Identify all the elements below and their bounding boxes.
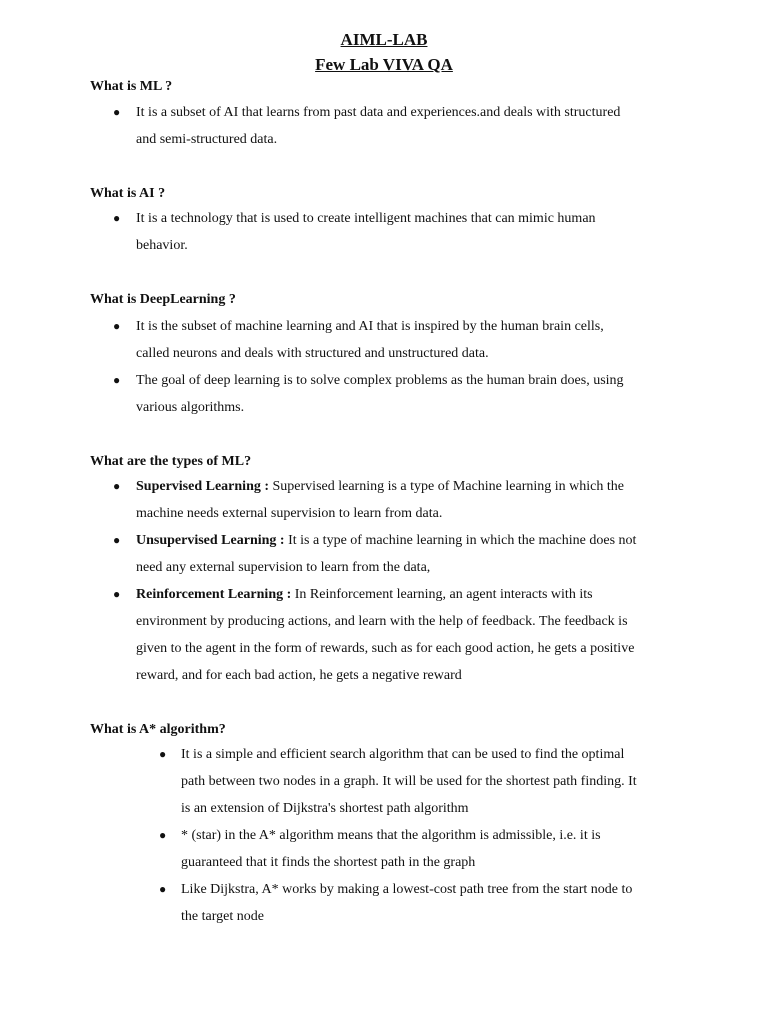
list-item-line: behavior. (136, 238, 188, 253)
term-label: Reinforcement Learning : (136, 587, 292, 602)
list-item-line: It is a type of machine learning in which the machine does not (284, 533, 637, 548)
term-label: Unsupervised Learning : (136, 533, 285, 548)
bullet-icon: ● (113, 319, 121, 333)
bullet-icon: ● (113, 479, 121, 493)
section-heading-a-star: What is A* algorithm? (90, 722, 226, 737)
list-item-supervised (90, 473, 636, 527)
section-list-ai (90, 205, 596, 259)
list-item-line: The goal of deep learning is to solve complex problems as the human brain does, using (136, 373, 624, 388)
list-item-line: path between two nodes in a graph. It will be used for the shortest path finding. It (181, 774, 637, 789)
list-item (90, 99, 620, 153)
section-heading-deep-learning: What is DeepLearning ? (90, 292, 236, 307)
section-list-a-star (90, 741, 637, 930)
section-list-deep-learning (90, 313, 624, 421)
bullet-icon: ● (159, 747, 167, 761)
list-item-line: Like Dijkstra, A* works by making a lowest-cost path tree from the start node to (181, 882, 633, 897)
list-item-reinforcement (90, 581, 636, 689)
term-label: Supervised Learning : (136, 479, 270, 494)
bullet-icon: ● (113, 105, 121, 119)
bullet-icon: ● (113, 587, 121, 601)
list-item-line: It is a subset of AI that learns from past data and experiences.and deals with structured (136, 105, 621, 120)
list-item (90, 822, 637, 876)
list-item-line: reward, and for each bad action, he gets a negative reward (136, 668, 462, 683)
list-item-line: need any external supervision to learn from the data, (136, 560, 431, 575)
list-item (90, 741, 637, 822)
document-subtitle: Few Lab VIVA QA (315, 55, 453, 74)
section-heading-ml: What is ML ? (90, 79, 173, 94)
bullet-icon: ● (159, 882, 167, 896)
list-item-line: In Reinforcement learning, an agent interacts with its (291, 587, 593, 602)
bullet-icon: ● (113, 373, 121, 387)
section-heading-ml-types: What are the types of ML? (90, 454, 252, 469)
list-item-line: * (star) in the A* algorithm means that the algorithm is admissible, i.e. it is (181, 828, 601, 843)
list-item-line: guaranteed that it finds the shortest path in the graph (181, 855, 476, 870)
bullet-icon: ● (113, 533, 121, 547)
list-item (90, 367, 624, 421)
list-item-line: various algorithms. (136, 400, 245, 415)
list-item-line: It is a technology that is used to create intelligent machines that can mimic human (136, 211, 596, 226)
list-item-line: given to the agent in the form of rewards, such as for each good action, he gets a positive (136, 641, 635, 656)
list-item (90, 205, 596, 259)
bullet-icon: ● (113, 211, 121, 225)
list-item-line: called neurons and deals with structured and unstructured data. (136, 346, 489, 361)
list-item-unsupervised (90, 527, 636, 581)
list-item (90, 876, 637, 930)
bullet-icon: ● (159, 828, 167, 842)
list-item-line: is an extension of Dijkstra's shortest path algorithm (181, 801, 469, 816)
section-heading-ai: What is AI ? (90, 186, 166, 201)
list-item-line: It is the subset of machine learning and AI that is inspired by the human brain cells, (136, 319, 604, 334)
list-item-line: It is a simple and efficient search algorithm that can be used to find the optimal (181, 747, 625, 762)
list-item-line: machine needs external supervision to learn from data. (136, 506, 443, 521)
list-item-line: Supervised learning is a type of Machine learning in which the (269, 479, 624, 494)
section-list-ml (90, 99, 620, 153)
list-item-line: and semi-structured data. (136, 132, 278, 147)
list-item-line: environment by producing actions, and learn with the help of feedback. The feedback is (136, 614, 628, 629)
list-item (90, 313, 624, 367)
document-title: AIML-LAB (340, 30, 428, 49)
list-item-line: the target node (181, 909, 264, 924)
section-list-ml-types (90, 473, 636, 689)
